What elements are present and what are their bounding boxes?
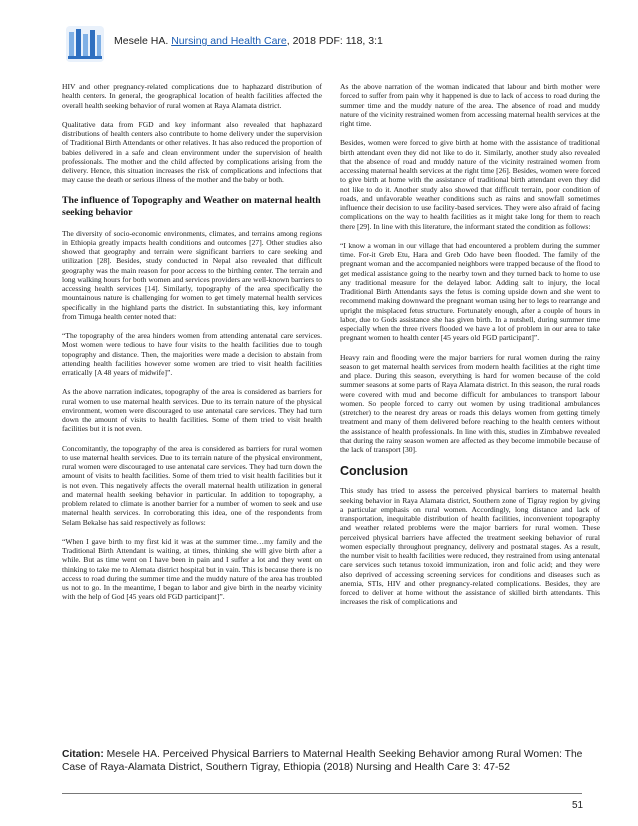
journal-logo-icon — [66, 26, 104, 62]
section-heading: The influence of Topography and Weather on maternal health seeking behavior — [62, 194, 321, 218]
quotation: “The topography of the area hinders women from attending antenatal care services. Most women were tedious to have four visits to the health facilities due to tough topography and distance. Then, the majorities were made a decision to abstain from attending health facilities however some women are tried to visit health facilities erratically [A 48 years of midwife]”. — [62, 331, 322, 377]
running-head-author: Mesele HA. — [114, 35, 172, 47]
paragraph: Besides, women were forced to give birth at home with the assistance of traditional birth attendant even they did not like to do it. Similarly, another study also revealed that the absence of road and muddy nature of the vicinity restrained women from accessing maternal health services at the right time [26]. Besides, women were forced to give birth at home with the assistance of traditional birth attendant even they did not like to do it. Another study also showed that difficult terrain, poor condition of roads, and unfavorable weather conditions such as rains and snowfall sometimes influence their decision to use facility-based services. They were also afraid of facing complications on the way to health facilities as it might take long for them to reach there [29]. In line with this literature, the informant stated the condition as follows: — [340, 138, 600, 231]
running-head — [114, 35, 383, 47]
paragraph: As the above narration indicates, topography of the area is considered as barriers for rural women to use maternal health services. Due to its terrain nature of the physical environment, women were discouraged to use antenatal care services. They had turn down the amount of visits to health facilities. Some of them tried to visit health facilities but it is not even. — [62, 387, 322, 434]
quotation: “When I gave birth to my first kid it was at the summer time…my family and the Traditional Birth Attendant is waiting, at times, thinking she will give birth after a while. But as time went on I have been in pain and I suffer a lot and they went on thinking to take me to Alemata district hospital but in vain. This is because there is no access to road during the summer time and the muddy nature of the area has troubled us not to go. In the meantime, I began to labor and give birth in the nearby vicinity with the help of God [45 years old FGD participant]”. — [62, 536, 322, 602]
paragraph: Heavy rain and flooding were the major barriers for rural women during the rainy season to get maternal health services from modern health facilities at the right time and place. During this season, everything is hard for women because of the cold summer seasons at some parts of Raya Alamata district. In this season, the rural roads were covered with mud and become difficult for ambulances to transport labour women. So people forced to carry out women by using traditional ambulances (stretcher) to the nearest dry areas or roads this delays women from getting timely treatment and many of them delivered before reaching to the health centers without the assistance of health professionals. In line with this, studies in Zimbabwe revealed that during the rainy season women are affected as they become immobile because of the lack of transport [30]. — [340, 352, 600, 454]
right-column — [340, 82, 600, 617]
paragraph: Concomitantly, the topography of the area is considered as barriers for rural women to use maternal health services. Due to its terrain nature of the physical environment, rural women were discouraged to use antenatal care services. They had turn down the amount of visits to health facilities. Some of them tried to visit health facilities but it is not even. This negatively affects the overall maternal health utilization in general and maternal health seeking behavior in particular. In addition to topography, a problem related to climate is another barrier for a number of women to seek and use maternal health services. In corroborating this idea, one of the respondents from Selam Bekalse has said respectively as follows: — [62, 443, 322, 527]
page-number: 51 — [572, 800, 584, 811]
paragraph: As the above narration of the woman indicated that labour and birth mother were forced to suffer from pain why it happened is due to lack of access to road during the summer time and the muddy nature of the area. The absence of road and muddy nature of the vicinity restrained women from accessing maternal health services at the right time. — [340, 82, 600, 128]
paragraph: This study has tried to assess the perceived physical barriers to maternal health seeking behavior in Raya Alamata district, Southern zone of Tigray region by giving a particular emphasis on rural women. Accordingly, long distance and lack of transportation, inequitable distribution of health facilities, inconvenient topography and weather related problems were the major barriers for rural women. These perceived physical barriers have affected the treatment seeking behavior of rural women especially throughout pregnancy, delivery and postnatal stages. As a result, the number visit to health facilities were reduced, they restrained from using antenatal care services such tetanus toxoid immunization, iron and folic acid; and they were also deprived of accessing screening services for conditions and diseases such as anemia, STIs, HIV and other pregnancy-related complications. Besides, they are forced to deliver at home without the assistance of skilled birth attendants. This increases the risk of complications and — [340, 486, 600, 607]
running-head-volume: , 2018 PDF: 118, 3:1 — [286, 35, 383, 47]
journal-link[interactable]: Nursing and Health Care — [171, 35, 287, 47]
paragraph: HIV and other pregnancy-related complications due to haphazard distribution of health centers. In general, the geographical location of health facilities affected the overall health seeking behavior of rural women at Raya Alamata district. — [62, 82, 322, 110]
page-header — [62, 22, 582, 66]
left-column — [62, 82, 322, 612]
citation-label: Citation: — [62, 749, 104, 760]
quotation: “I know a woman in our village that had encountered a problem during the summer time. For-it Greb Etu, Hara and Greb Odo have been flooded. The family of the pregnant woman and the accompanied neighbors were trapped because of the flood to get medical assistance going to the nearby town and they turned back to home to use any traditional measure for the delayed labor. Adding salt to injury, the local Traditional Birth Attendants says the fetus is coming upside down and she went to recommend making downward the pregnant woman using her to legs to rearrange and upright the misplaced fetus structure. Fortunately enough, after a couple of hours in labor, due to Gods assistance she has given birth. In a nutshell, during summer time especially when the three rivers flooded we have a lot of problem in our area to take pregnant women to health center [45 years old FGD participant]”. — [340, 240, 600, 343]
conclusion-heading: Conclusion — [340, 464, 409, 479]
citation — [62, 748, 592, 774]
citation-text: Mesele HA. Perceived Physical Barriers to Maternal Health Seeking Behavior among Rural Women: The Case of Raya-Alamata District, Southern Tigray, Ethiopia (2018) Nursing and Health Care 3: 47-52 — [62, 749, 583, 773]
paragraph: Qualitative data from FGD and key informant also revealed that haphazard distributions of health centers also contribute to home delivery under the supervision of Traditional Birth Attendants or other relatives. It has also reduced the proportion of babies delivered in a safe and clean environment under the supervision of health professionals. The mother and the child affected by complications arising from the delivery. Hence, this situation increases the risk of complications and infections that may cause the death or serious illness of the mother and the baby or both. — [62, 119, 322, 185]
footer-divider — [62, 793, 582, 794]
paragraph: The diversity of socio-economic environments, climates, and terrains among regions in Ethiopia greatly impacts health conditions and outcomes [27]. Other studies also showed that geography and terrain were significant barriers to care seeking and utilization [28]. Besides, study conducted in Nepal also revealed that difficult geography was the main reason for poor access to the birthing center. The terrain and long walking hours for both women and services providers are well-known barriers to accessing health services [14]. Similarly, topography of the area specifically the mountainous nature is challenging for women to get timely maternal health services specifically in the highland parts the district. In substantiating this, key informant from Timuga health center noted that: — [62, 228, 322, 321]
